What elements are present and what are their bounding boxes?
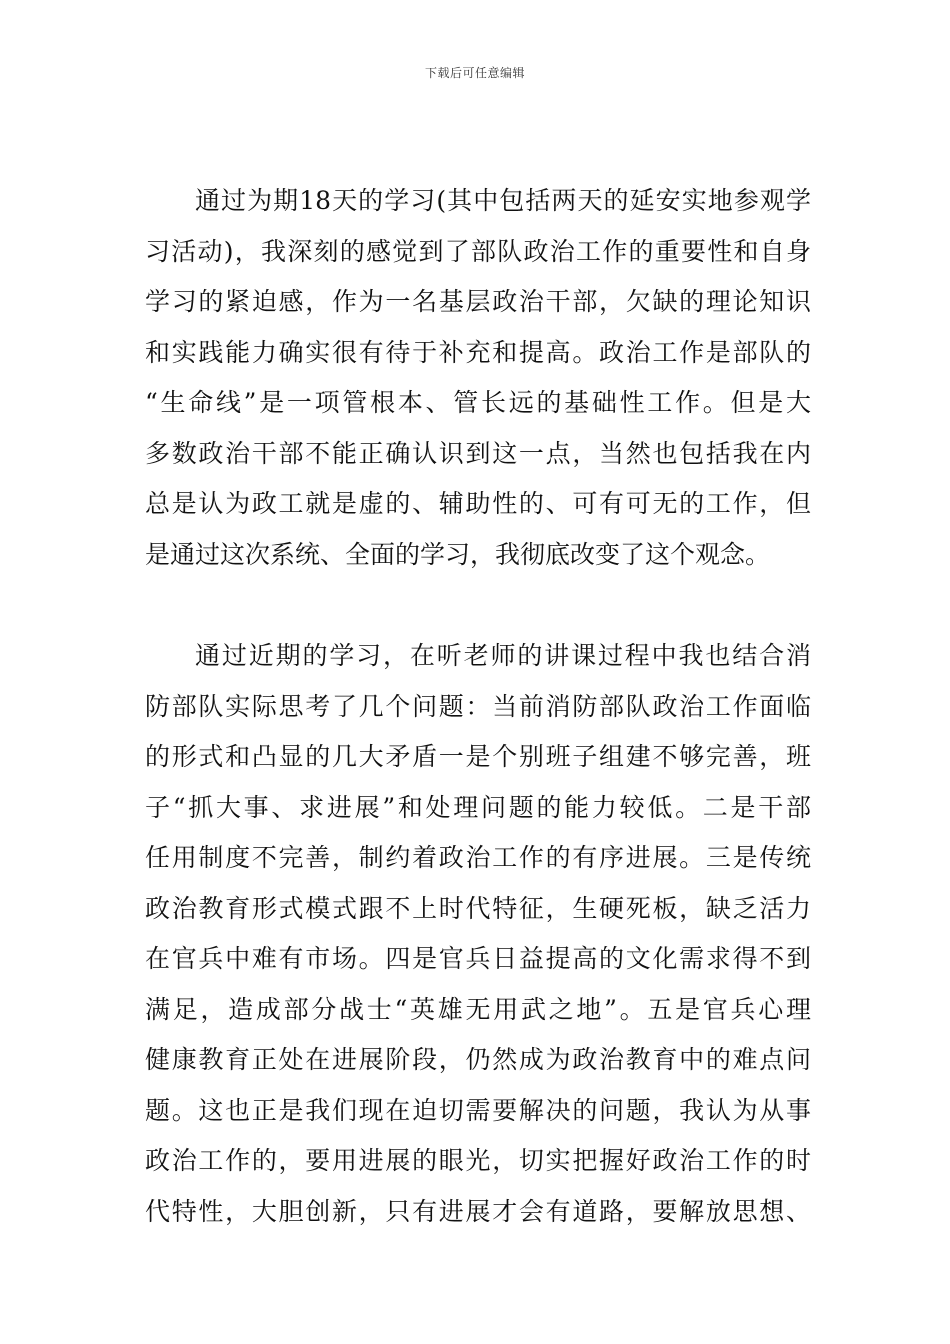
paragraph-1 bbox=[145, 176, 811, 580]
paragraph-line: 健康教育正处在进展阶段，仍然成为政治教育中的难点问 bbox=[145, 1045, 811, 1074]
paragraph-line: 任用制度不完善，制约着政治工作的有序进展。三是传统 bbox=[145, 843, 811, 872]
paragraph-line: 和实践能力确实很有待于补充和提高。政治工作是部队的 bbox=[145, 337, 811, 367]
paragraph-line: 多数政治干部不能正确认识到这一点，当然也包括我在内 bbox=[145, 438, 811, 468]
document-body bbox=[145, 176, 811, 1237]
paragraph-line: 总是认为政工就是虚的、辅助性的、可有可无的工作，但 bbox=[145, 489, 811, 518]
paragraph-spacer bbox=[145, 580, 811, 631]
paragraph-line: 政治教育形式模式跟不上时代特征，生硬死板，缺乏活力 bbox=[145, 893, 811, 923]
paragraph-line: 学习的紧迫感，作为一名基层政治干部，欠缺的理论知识 bbox=[145, 287, 811, 316]
paragraph-line: 习活动)，我深刻的感觉到了部队政治工作的重要性和自身 bbox=[145, 236, 811, 266]
page-header: 下载后可任意编辑 bbox=[424, 66, 525, 80]
paragraph-line: 子“抓大事、求进展”和处理问题的能力较低。二是干部 bbox=[145, 792, 811, 822]
paragraph-line: 在官兵中难有市场。四是官兵日益提高的文化需求得不到 bbox=[145, 944, 811, 973]
paragraph-line: 代特性，大胆创新，只有进展才会有道路，要解放思想、 bbox=[145, 1196, 811, 1226]
paragraph-line: 满足，造成部分战士“英雄无用武之地”。五是官兵心理 bbox=[145, 994, 811, 1024]
paragraph-line: 通过近期的学习，在听老师的讲课过程中我也结合消 bbox=[195, 641, 811, 670]
paragraph-2 bbox=[145, 631, 811, 1237]
paragraph-line: “生命线”是一项管根本、管长远的基础性工作。但是大 bbox=[145, 388, 811, 417]
paragraph-line: 的形式和凸显的几大矛盾一是个别班子组建不够完善，班 bbox=[145, 742, 811, 771]
paragraph-line: 政治工作的，要用进展的眼光，切实把握好政治工作的时 bbox=[145, 1146, 811, 1175]
paragraph-line: 通过为期18天的学习(其中包括两天的延安实地参观学 bbox=[195, 186, 811, 215]
paragraph-line: 题。这也正是我们现在迫切需要解决的问题，我认为从事 bbox=[145, 1095, 811, 1125]
paragraph-line: 防部队实际思考了几个问题：当前消防部队政治工作面临 bbox=[145, 691, 811, 721]
paragraph-line: 是通过这次系统、全面的学习，我彻底改变了这个观念。 bbox=[145, 539, 771, 569]
